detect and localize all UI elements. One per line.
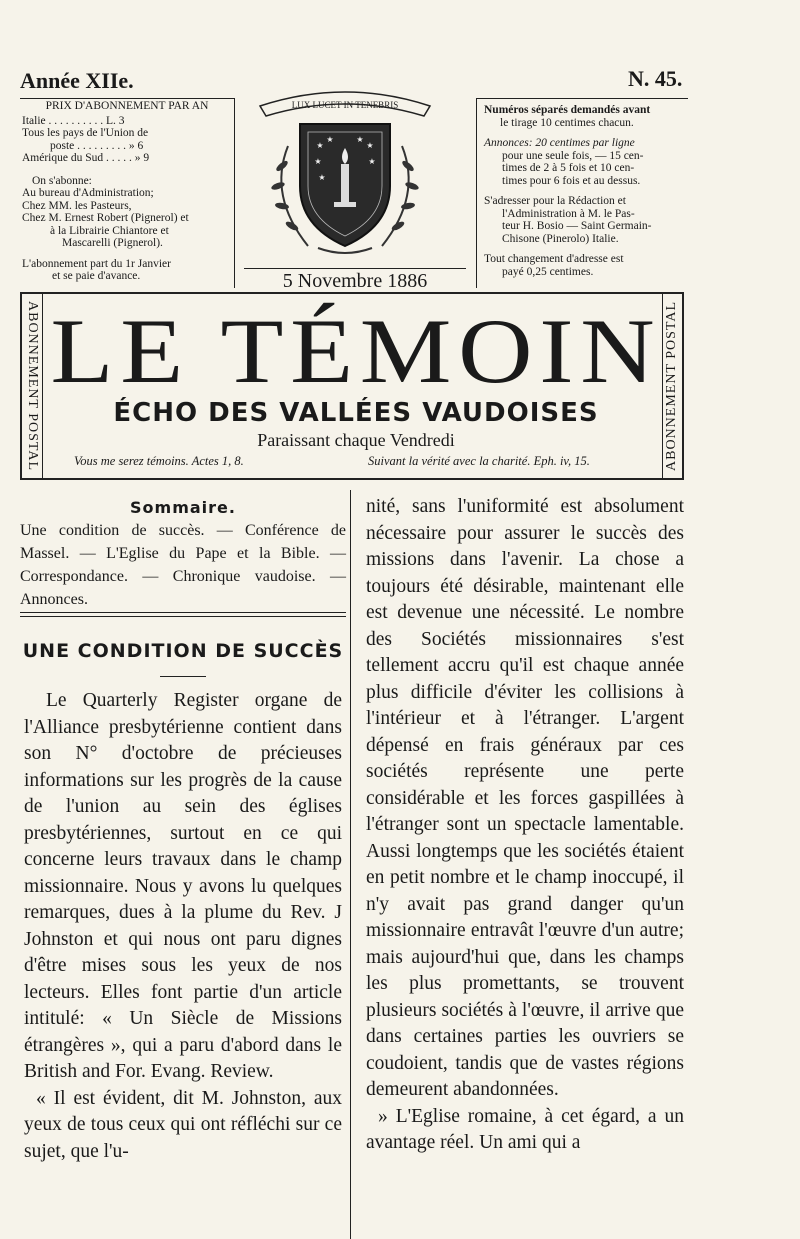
- article-paragraph: Le Quarterly Register organe de l'Alliance presbytérienne contient dans son N° d'octobre de précieuses informations sur les progrès de la cause de l'union au sein des églises presbytériennes, surtout en ce qui concerne leurs travaux dans le champ missionnaire. Nous y avons lu quelques remarques, dues à la plume du Rev. J Johnston et qui nous ont paru dignes d'être mises sous les yeux de nos lecteurs. Elles font partie d'un article intitulé: « Un Siècle de Missions étrangères », qui a paru d'abord dans le British and For. Evang. Review.: [24, 690, 342, 1082]
- summary-text: Une condition de succès. — Conférence de Massel. — L'Eglise du Pape et la Bible. — Correspondance. — Chronique vaudoise. — Annonces.: [20, 522, 346, 608]
- subscribe-line: Chez MM. les Pasteurs,: [22, 199, 132, 212]
- issue-date: 5 Novembre 1886: [282, 270, 428, 292]
- newspaper-title: LE TÉMOIN: [50, 300, 662, 402]
- svg-text:★: ★: [368, 157, 376, 166]
- info-line: times pour 6 fois et au dessus.: [502, 174, 641, 187]
- info-box: [484, 104, 688, 278]
- column-divider: [350, 490, 351, 1239]
- subscribe-line: Chez M. Ernest Robert (Pignerol) et: [22, 212, 189, 224]
- heading-dash: [160, 676, 206, 677]
- article-paragraph: nité, sans l'uniformité est absolument nécessaire pour assurer le succès des missions dans l'avenir. La chose a toujours été désirable, maintenant elle est devenue une nécessité. Le nombre des Sociétés missionnaires s'est tellement accru qu'il est chaque année plus difficile d'éviter les collisions à l'intérieur et à l'étranger. L'argent dépensé en frais généraux par ces sociétés représente une perte considérable et les forces gaspillées à l'étranger sont un spectacle lamentable. Aussi longtemps que les sociétés étaient en petit nombre et le champ inoccupé, il n'y avait pas grand danger qu'un missionnaire entravât l'œuvre d'un autre; mais aujourd'hui que, dans les champs les plus promettants, se trouvent plusieurs sociétés à l'œuvre, il arrive que dans certaines parties les ouvriers se coudoient, tandis que de vastes régions demeurent abandonnées.: [366, 496, 684, 1100]
- svg-text:★: ★: [314, 157, 322, 166]
- info-line: Chisone (Pinerolo) Italie.: [502, 232, 619, 245]
- emblem-motto: LUX LUCET IN TENEBRIS: [291, 100, 399, 110]
- svg-text:★: ★: [356, 135, 364, 144]
- publication-frequency: Paraissant chaque Vendredi: [257, 430, 455, 450]
- subscription-title: PRIX D'ABONNEMENT PAR AN: [45, 100, 209, 112]
- emblem-candlestick-seal: [248, 86, 442, 262]
- subscribe-line: et se paie d'avance.: [52, 270, 141, 282]
- info-line: Numéros séparés demandés avant: [484, 104, 651, 116]
- info-line: Tout changement d'adresse est: [484, 253, 624, 265]
- article-heading: UNE CONDITION DE SUCCÈS: [22, 640, 344, 662]
- article-column-left: [24, 688, 342, 1165]
- price-line: Tous les pays de l'Union de: [22, 127, 149, 139]
- svg-text:★: ★: [318, 173, 326, 182]
- issue-number: N. 45.: [628, 66, 683, 91]
- svg-text:★: ★: [366, 141, 374, 150]
- subscribe-line: Au bureau d'Administration;: [22, 187, 154, 199]
- subscribe-line: On s'abonne:: [32, 174, 92, 187]
- masthead-frame-bottom: [20, 478, 684, 480]
- article-paragraph: « Il est évident, dit M. Johnston, aux yeux de tous ceux qui ont réfléchi sur ce sujet, que l'u-: [24, 1087, 342, 1162]
- article-column-right: [366, 494, 684, 1157]
- info-line: payé 0,25 centimes.: [502, 265, 594, 278]
- price-line: Amérique du Sud . . . . . » 9: [22, 152, 150, 164]
- price-line: Italie . . . . . . . . . . L. 3: [22, 114, 125, 127]
- info-line: pour une seule fois, — 15 cen-: [502, 149, 644, 162]
- date-top-rule: [244, 268, 466, 269]
- side-label-left: ABONNEMENT POSTAL: [25, 300, 40, 472]
- info-line: teur H. Bosio — Saint Germain-: [502, 220, 652, 232]
- side-label-right: ABONNEMENT POSTAL: [664, 300, 679, 472]
- subscribe-line: à la Librairie Chiantore et: [50, 224, 169, 237]
- motto-right: Suivant la vérité avec la charité. Eph. iv, 15.: [368, 454, 590, 468]
- info-line: le tirage 10 centimes chacun.: [500, 116, 634, 129]
- info-line: Annonces: 20 centimes par ligne: [484, 137, 635, 149]
- masthead-frame-top: [20, 292, 684, 294]
- summary-box: [20, 496, 346, 611]
- article-paragraph: » L'Eglise romaine, à cet égard, a un avantage réel. Un ami qui a: [366, 1105, 684, 1153]
- left-box-top-rule: [20, 98, 234, 99]
- newspaper-subtitle: ÉCHO DES VALLÉES VAUDOISES: [113, 398, 599, 428]
- summary-rule-2: [20, 616, 346, 617]
- subscription-box: [22, 100, 232, 283]
- summary-rule-1: [20, 612, 346, 613]
- svg-text:★: ★: [316, 141, 324, 150]
- summary-heading: Sommaire.: [130, 498, 236, 517]
- subscribe-line: L'abonnement part du 1r Janvier: [22, 257, 171, 270]
- price-line: poste . . . . . . . . . » 6: [50, 139, 144, 152]
- info-line: l'Administration à M. le Pas-: [502, 207, 635, 220]
- svg-text:★: ★: [326, 135, 334, 144]
- left-box-right-rule: [234, 98, 235, 288]
- right-box-top-rule: [476, 98, 688, 99]
- right-box-left-rule: [476, 98, 477, 288]
- info-line: times de 2 à 5 fois et 10 cen-: [502, 162, 635, 174]
- motto-left: Vous me serez témoins. Actes 1, 8.: [74, 454, 244, 468]
- subscribe-line: Mascarelli (Pignerol).: [62, 237, 163, 249]
- year-label: Année XIIe.: [20, 68, 134, 93]
- info-line: S'adresser pour la Rédaction et: [484, 195, 626, 207]
